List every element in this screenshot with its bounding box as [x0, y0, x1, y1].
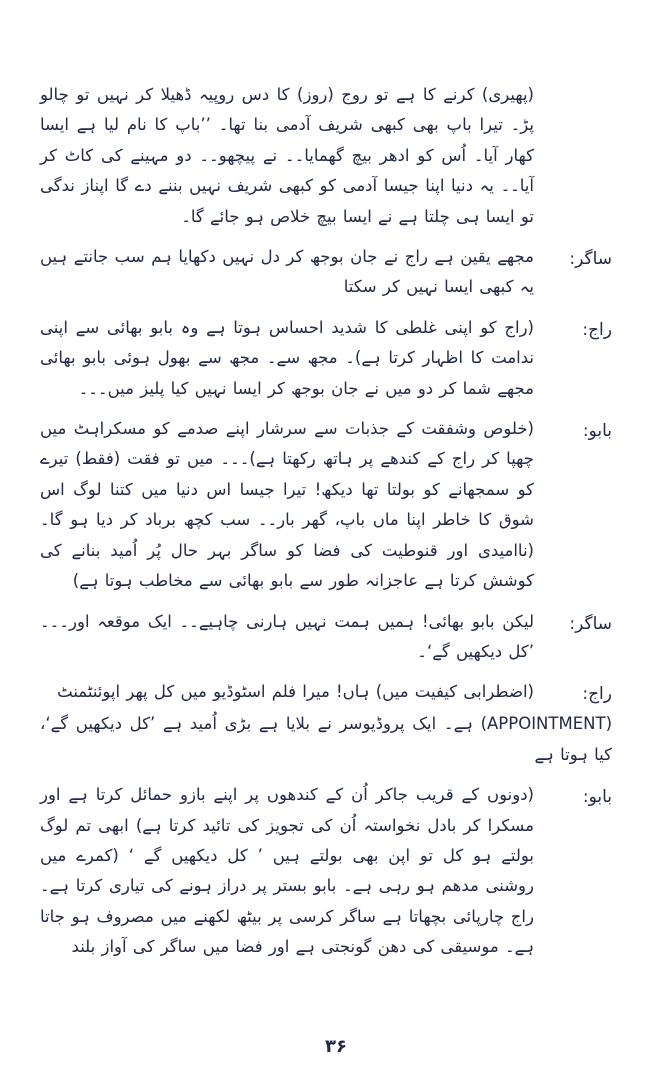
speaker-label: راج:: [582, 684, 612, 705]
dialogue-text: لیکن بابو بھائی! ہمیں ہمت نہیں ہارنی چاہیے۔۔ ایک موقعہ اور۔۔۔ ’کل دیکھیں گے‘۔: [40, 611, 534, 661]
dialogue-block-babu-2: [40, 780, 612, 962]
dialogue-text: (APPOINTMENT) ہے۔ ایک پروڈیوسر نے بلایا ہے بڑی اُمید ہے ’کل دیکھیں گے‘، کیا ہوتا ہے: [40, 714, 612, 764]
speaker-label: راج:: [582, 319, 612, 340]
speaker-label: ساگر:: [569, 249, 612, 270]
dialogue-text: (اضطرابی کیفیت میں) ہاں! میرا فلم اسٹوڈیو میں کل پھر اپوئنٹمنٹ: [57, 682, 534, 702]
dialogue-block-babu: [40, 414, 612, 596]
speaker-label: بابو:: [582, 421, 612, 442]
dialogue-continuation-raj: [40, 709, 612, 770]
dialogue-text: (پھیری) کرنے کا ہے تو روج (روز) کا دس روپیہ ڈھیلا کر نہیں تو چالو پڑ۔ تیرا باپ بھی کبھی شریف آدمی بنا تھا۔ ’’باپ کا نام لیا ہے ایسا کھار آیا۔ اُس کو ادھر بیچ گھمایا۔۔ نے پیچھو۔۔ دو مہینے کی کاٹ کر آیا۔۔ یہ دنیا اپنا جیسا آدمی کو کبھی شریف نہیں بننے دے گا اپناز ندگی تو ایسا ہی چلتا ہے نے ایسا بیچ خلاص ہو جائے گا۔: [40, 85, 534, 226]
speaker-label: ساگر:: [569, 613, 612, 634]
speaker-label: بابو:: [582, 787, 612, 808]
dialogue-block-raj-2: [40, 677, 612, 709]
dialogue-block-sagar-2: [40, 607, 612, 668]
page-number: ۳۶: [325, 1036, 347, 1057]
dialogue-block-sagar: [40, 242, 612, 303]
dialogue-text: (دونوں کے قریب جاکر اُن کے کندھوں پر اپنے بازو حمائل کرتا ہے اور مسکرا کر بادل نخواستہ اُن کی تجویز کی تائید کرتا ہے) ابھی تم لوگ بولتے ہو کل تو اپن بھی بولتے ہیں ’ کل دیکھیں گے ‘ (کمرے میں روشنی مدھم ہو رہی ہے۔ بابو بستر پر دراز ہونے کی تیاری کرتا ہے۔ راج چارپائی بچھاتا ہے ساگر کرسی پر بیٹھ لکھنے میں مصروف ہو جاتا ہے۔ موسیقی کی دھن گونجتی ہے اور فضا میں ساگر کی آواز بلند: [40, 785, 534, 957]
dialogue-text: مجھے یقین ہے راج نے جان بوجھ کر دل نہیں دکھایا ہم سب جانتے ہیں یہ کبھی ایسا نہیں کر سکتا: [40, 247, 534, 297]
dialogue-continuation: [40, 80, 534, 232]
dialogue-block-raj: [40, 313, 612, 404]
dialogue-text: (خلوص وشفقت کے جذبات سے سرشار اپنے صدمے کو مسکراہٹ میں چھپا کر راج کے کندھے پر ہاتھ رکھتا ہے)۔۔۔ میں تو فقت (فقط) تیرے کو سمجھانے کو بولتا تھا دیکھ! تیرا جیسا اس دنیا میں کتنا لوگ اس شوق کا خاطر اپنا ماں باپ، گھر بار۔۔ سب کچھ برباد کر دیا ہو گا۔ (ناامیدی اور قنوطیت کی فضا کو ساگر بہر حال پُر اُمید بنانے کی کوشش کرتا ہے عاجزانہ طور سے بابو بھائی سے مخاطب ہوتا ہے): [40, 419, 534, 591]
dialogue-text: (راج کو اپنی غلطی کا شدید احساس ہوتا ہے وہ بابو بھائی سے اپنی ندامت کا اظہار کرتا ہے)۔ مجھ سے۔ مجھ سے بھول ہوئی بابو بھائی مجھے شما کر دو میں نے جان بوجھ کر ایسا نہیں کیا پلیز میں۔۔۔: [40, 317, 534, 398]
